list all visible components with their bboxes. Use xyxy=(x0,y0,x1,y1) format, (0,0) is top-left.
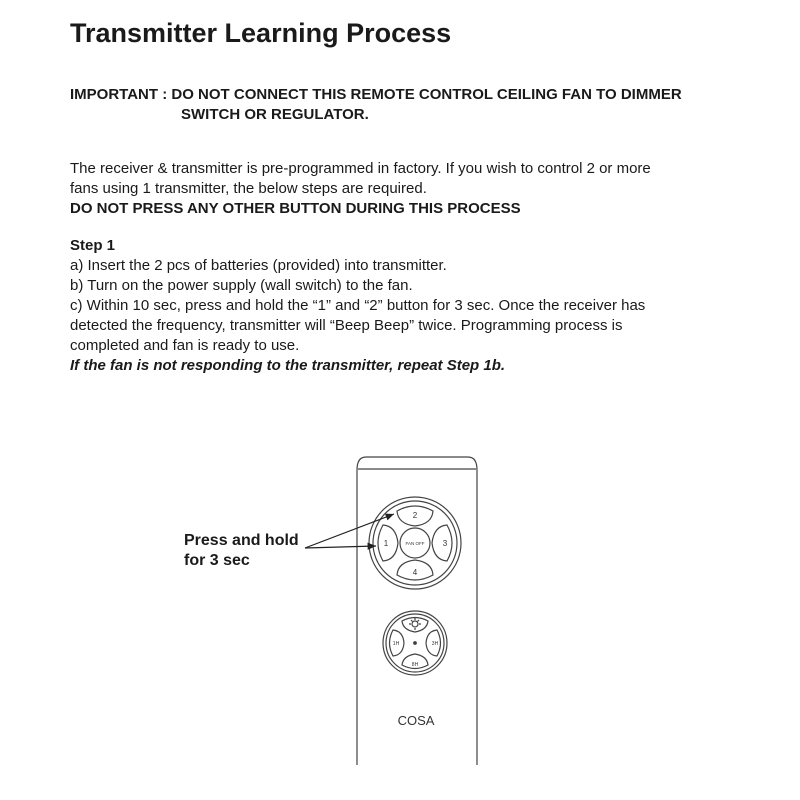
fan-off-label: FAN OFF xyxy=(405,541,425,546)
step1-b: b) Turn on the power supply (wall switch) to the fan. xyxy=(70,277,413,294)
button-4-label: 4 xyxy=(412,568,418,577)
intro-line2: fans using 1 transmitter, the below steps are required. xyxy=(70,180,427,197)
important-notice-line1: IMPORTANT : DO NOT CONNECT THIS REMOTE CONTROL CEILING FAN TO DIMMER xyxy=(70,86,682,103)
timer-8h-label: 8H xyxy=(411,662,419,668)
step1-c2: detected the frequency, transmitter will “Beep Beep” twice. Programming process is xyxy=(70,317,623,334)
step1-c3: completed and fan is ready to use. xyxy=(70,337,300,354)
page-title: Transmitter Learning Process xyxy=(70,18,452,48)
timer-1h-label: 1H xyxy=(392,641,400,647)
step1-a: a) Insert the 2 pcs of batteries (provided) into transmitter. xyxy=(70,257,447,274)
light-icon xyxy=(409,618,421,630)
intro-warning: DO NOT PRESS ANY OTHER BUTTON DURING THIS PROCESS xyxy=(70,200,521,217)
button-3-label: 3 xyxy=(442,539,448,548)
callout-line1: Press and hold xyxy=(184,532,299,549)
callout-line2: for 3 sec xyxy=(184,552,250,569)
timer-3h-label: 3H xyxy=(431,641,439,647)
arrow-to-button-1 xyxy=(305,546,376,548)
step1-c1: c) Within 10 sec, press and hold the “1” and “2” button for 3 sec. Once the receiver has xyxy=(70,297,646,314)
step1-heading: Step 1 xyxy=(70,237,116,254)
important-notice-line2: SWITCH OR REGULATOR. xyxy=(181,106,369,123)
button-2-label: 2 xyxy=(412,511,418,520)
button-1-label: 1 xyxy=(383,539,389,548)
step1-note: If the fan is not responding to the transmitter, repeat Step 1b. xyxy=(70,357,506,374)
brand-logo: COSA xyxy=(397,713,435,728)
intro-line1: The receiver & transmitter is pre-programmed in factory. If you wish to control 2 or more xyxy=(70,160,651,177)
